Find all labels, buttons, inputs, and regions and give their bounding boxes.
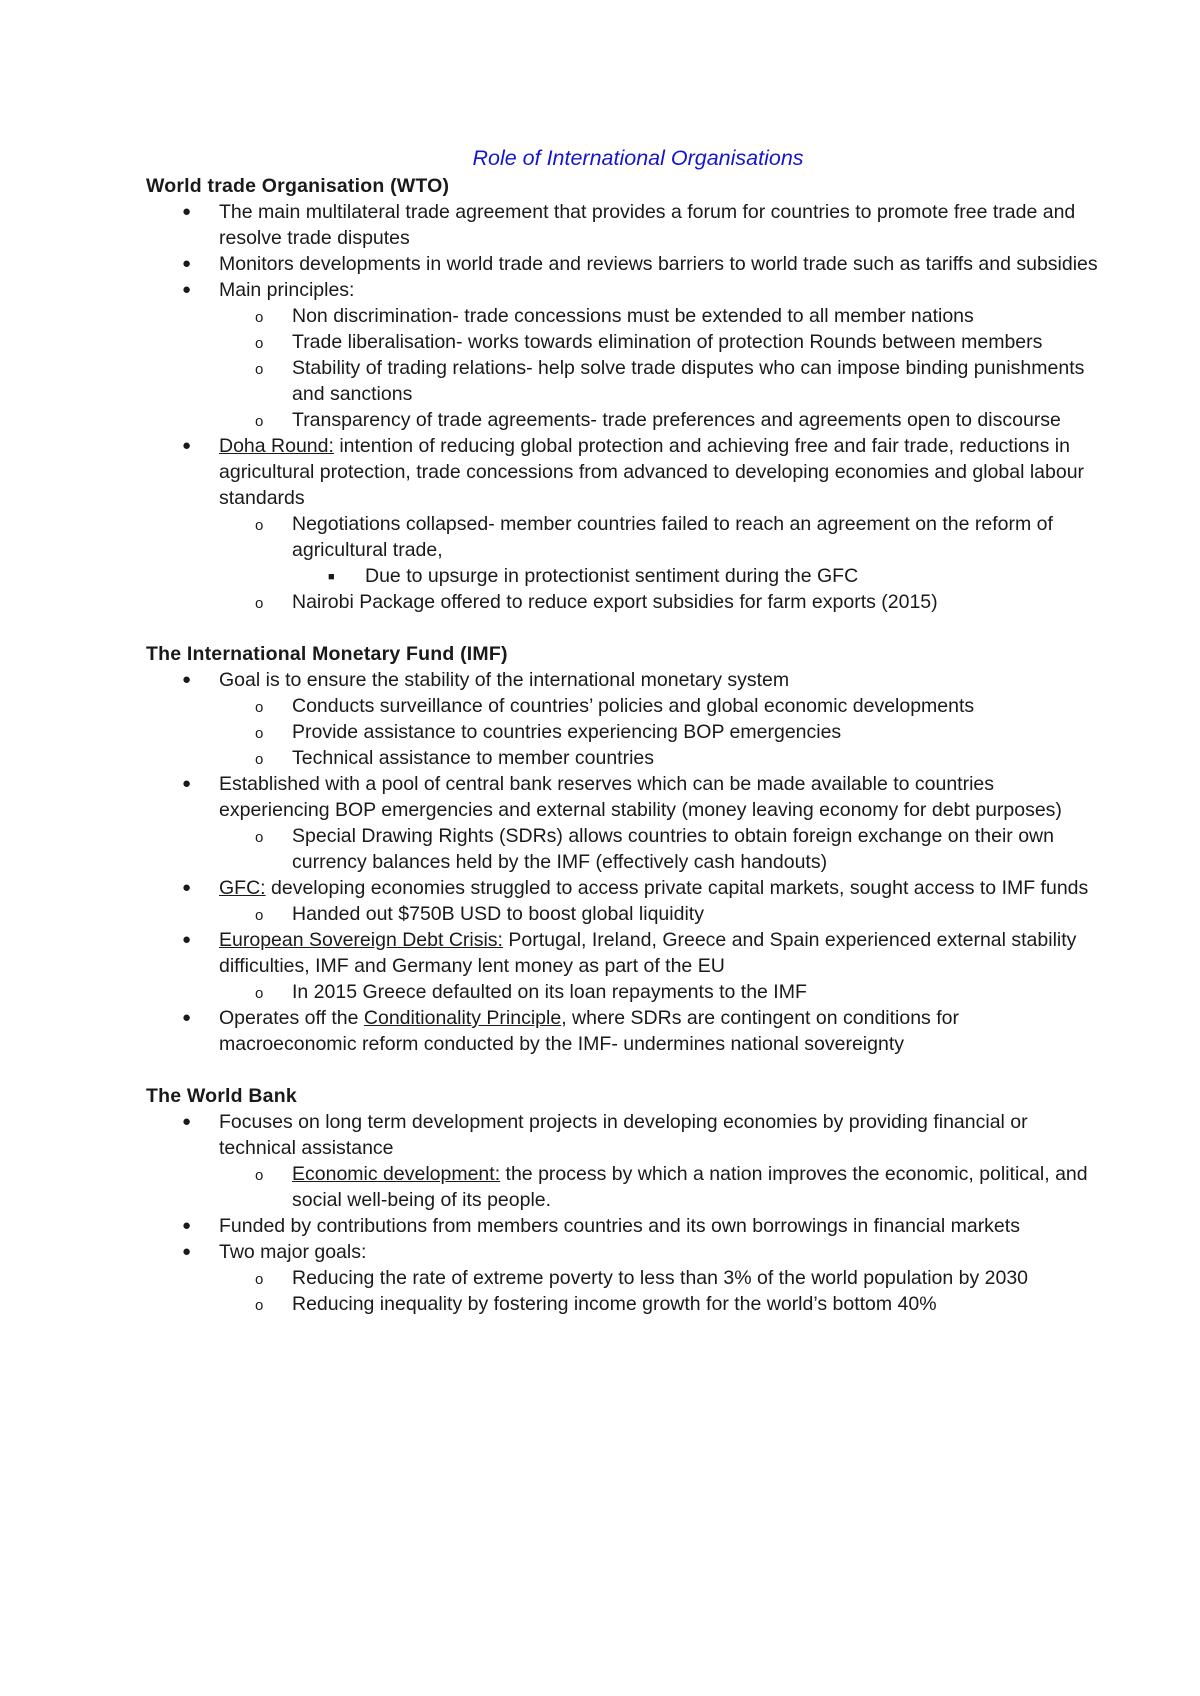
list-item [146,1291,1100,1317]
item-text: Special Drawing Rights (SDRs) allows countries to obtain foreign exchange on their own currency balances held by the IMF (effectively cash handouts) [292,825,1054,873]
bullet-marker-icon: ● [182,437,192,454]
item-text: Portugal, Ireland, Greece and Spain experienced external stability difficulties, IMF and Germany lent money as part of the EU [219,929,1077,977]
item-text: Goal is to ensure the stability of the international monetary system [219,669,790,691]
list-item [146,1239,1100,1265]
circle-marker-icon: o [255,595,264,612]
list-item [146,667,1100,693]
underlined-term: Economic development: [292,1163,501,1185]
item-text: Monitors developments in world trade and reviews barriers to world trade such as tariffs and subsidies [219,253,1098,275]
list-item [146,589,1100,615]
item-text: Stability of trading relations- help solve trade disputes who can impose binding punishments and sanctions [292,357,1085,405]
item-text: Technical assistance to member countries [292,747,654,769]
item-text: Conducts surveillance of countries’ policies and global economic developments [292,695,975,717]
bullet-list [146,199,1100,615]
item-text: Non discrimination- trade concessions must be extended to all member nations [292,305,974,327]
list-item [146,745,1100,771]
circle-marker-icon: o [255,725,264,742]
item-text: Due to upsurge in protectionist sentiment during the GFC [365,565,859,587]
list-item [146,719,1100,745]
item-text: Trade liberalisation- works towards elimination of protection Rounds between members [292,331,1043,353]
list-item [146,979,1100,1005]
section-world-trade-organisation-wto [146,173,1100,615]
list-item [146,1265,1100,1291]
list-item [146,771,1100,823]
bullet-marker-icon: ● [182,1217,192,1234]
section-heading: The World Bank [146,1085,297,1107]
bullet-marker-icon: ● [182,255,192,272]
circle-marker-icon: o [255,1167,264,1184]
circle-marker-icon: o [255,907,264,924]
list-item [146,1161,1100,1213]
bullet-marker-icon: ● [182,671,192,688]
bullet-marker-icon: ● [182,1243,192,1260]
item-text: Provide assistance to countries experiencing BOP emergencies [292,721,842,743]
item-text: Two major goals: [219,1241,367,1263]
underlined-term: Conditionality Principle [363,1007,562,1029]
list-item [146,303,1100,329]
underlined-term: Doha Round: [219,435,334,457]
item-text: Focuses on long term development projects in developing economies by providing financial or technical assistance [219,1111,1028,1159]
circle-marker-icon: o [255,517,264,534]
document-title: Role of International Organisations [472,146,804,170]
circle-marker-icon: o [255,309,264,326]
item-text: In 2015 Greece defaulted on its loan repayments to the IMF [292,981,807,1003]
item-text: Main principles: [219,279,355,301]
bullet-marker-icon: ● [182,931,192,948]
item-text: intention of reducing global protection and achieving free and fair trade, reductions in agricultural protection, trade concessions from advanced to developing economies and global labour standards [219,435,1085,509]
circle-marker-icon: o [255,699,264,716]
bullet-marker-icon: ● [182,1113,192,1130]
circle-marker-icon: o [255,335,264,352]
item-text: Reducing inequality by fostering income growth for the world’s bottom 40% [292,1293,937,1315]
bullet-list [146,667,1100,1057]
underlined-term: GFC: [219,877,266,899]
section-heading: The International Monetary Fund (IMF) [146,643,508,665]
item-text: Reducing the rate of extreme poverty to less than 3% of the world population by 2030 [292,1267,1029,1289]
list-item [146,355,1100,407]
list-item [146,433,1100,511]
list-item [146,693,1100,719]
circle-marker-icon: o [255,1271,264,1288]
list-item [146,199,1100,251]
bullet-marker-icon: ● [182,879,192,896]
list-item [146,901,1100,927]
list-item [146,1109,1100,1161]
document-body [146,173,1100,1317]
item-text: , where SDRs are contingent on conditions for macroeconomic reform conducted by the IMF- undermines national sovereignty [219,1007,959,1055]
circle-marker-icon: o [255,1297,264,1314]
item-text-prefix: Operates off the [219,1007,364,1029]
list-item [146,511,1100,563]
list-item [146,329,1100,355]
list-item [146,251,1100,277]
circle-marker-icon: o [255,361,264,378]
list-item [146,927,1100,979]
list-item [146,1213,1100,1239]
list-item [146,563,1100,589]
list-item [146,1005,1100,1057]
item-text: the process by which a nation improves the economic, political, and social well-being of its people. [292,1163,1088,1211]
section-the-international-monetary-fund-imf [146,641,1100,1057]
item-text: Handed out $750B USD to boost global liquidity [292,903,704,925]
item-text: Funded by contributions from members countries and its own borrowings in financial markets [219,1215,1020,1237]
circle-marker-icon: o [255,751,264,768]
square-marker-icon: ■ [328,571,335,583]
bullet-marker-icon: ● [182,1009,192,1026]
item-text: Nairobi Package offered to reduce export subsidies for farm exports (2015) [292,591,938,613]
section-heading: World trade Organisation (WTO) [146,175,450,197]
list-item [146,407,1100,433]
circle-marker-icon: o [255,413,264,430]
section-the-world-bank [146,1083,1100,1317]
bullet-marker-icon: ● [182,281,192,298]
list-item [146,875,1100,901]
item-text: The main multilateral trade agreement that provides a forum for countries to promote free trade and resolve trade disputes [219,201,1076,249]
item-text: Transparency of trade agreements- trade preferences and agreements open to discourse [292,409,1061,431]
item-text: developing economies struggled to access private capital markets, sought access to IMF funds [265,877,1089,899]
circle-marker-icon: o [255,829,264,846]
list-item [146,823,1100,875]
item-text: Negotiations collapsed- member countries failed to reach an agreement on the reform of agricultural trade, [292,513,1053,561]
bullet-marker-icon: ● [182,203,192,220]
bullet-list [146,1109,1100,1317]
item-text: Established with a pool of central bank reserves which can be made available to countries experiencing BOP emergencies and external stability (money leaving economy for debt purposes) [219,773,1062,821]
bullet-marker-icon: ● [182,775,192,792]
list-item [146,277,1100,303]
circle-marker-icon: o [255,985,264,1002]
underlined-term: European Sovereign Debt Crisis: [219,929,503,951]
